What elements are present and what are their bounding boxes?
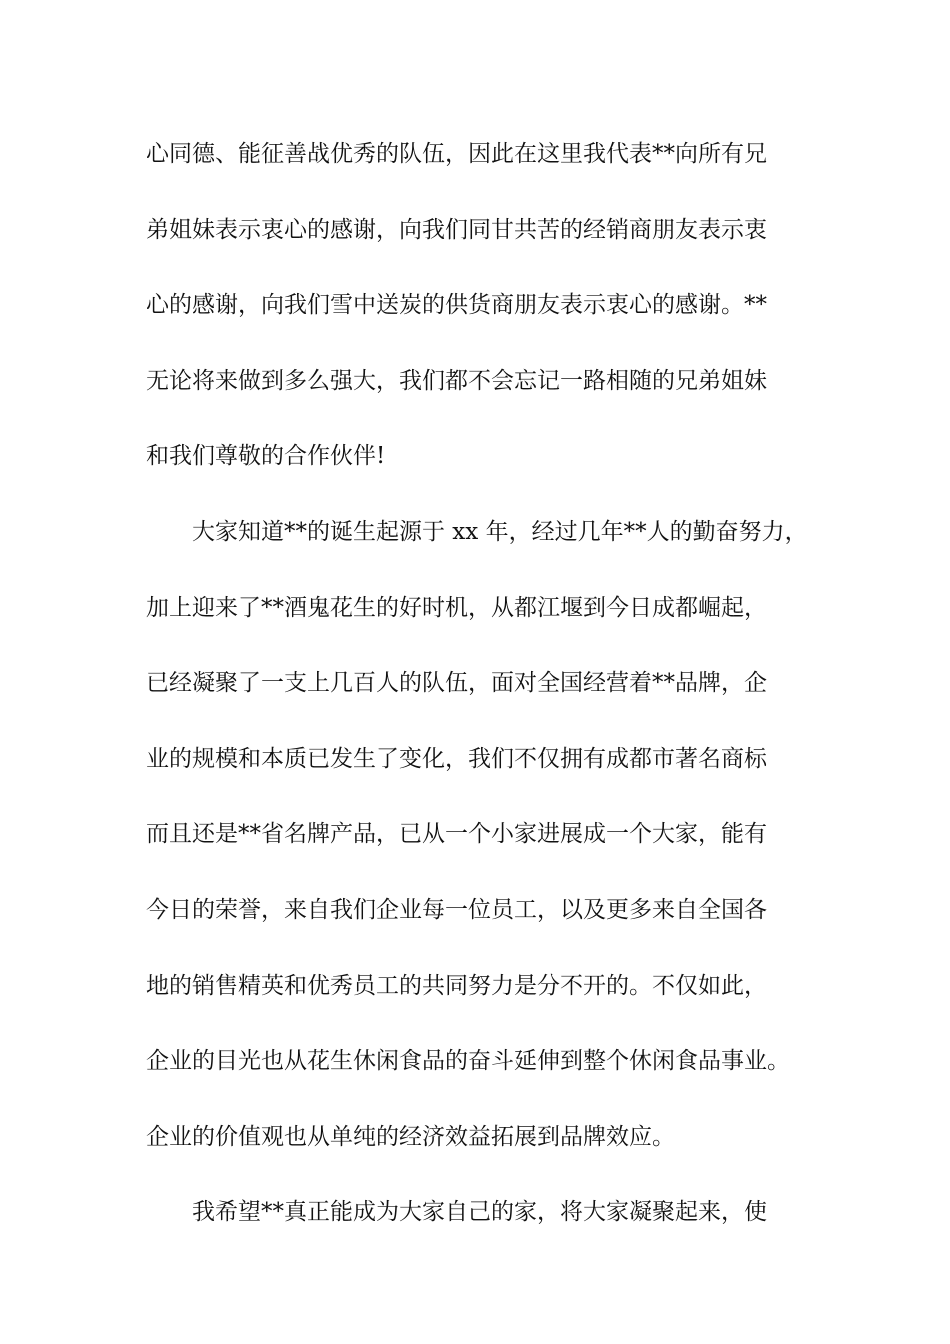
body-text	[146, 134, 836, 1268]
text-line: 和我们尊敬的合作伙伴!	[146, 443, 386, 470]
text-line: 已经凝聚了一支上几百人的队伍，面对全国经营着**品牌，企	[146, 670, 767, 697]
paragraph-start-line: 我希望**真正能成为大家自己的家，将大家凝聚起来，使	[192, 1199, 767, 1226]
text-line: 心同德、能征善战优秀的队伍，因此在这里我代表**向所有兄	[146, 141, 767, 167]
text-line: 业的规模和本质已发生了变化，我们不仅拥有成都市著名商标	[146, 745, 767, 772]
text-line: 心的感谢，向我们雪中送炭的供货商朋友表示衷心的感谢。**	[146, 292, 767, 319]
text-line: 企业的价值观也从单纯的经济效益拓展到品牌效应。	[146, 1123, 675, 1150]
text-line: 地的销售精英和优秀员工的共同努力是分不开的。不仅如此，	[146, 972, 767, 999]
text-line: 今日的荣誉，来自我们企业每一位员工，以及更多来自全国各	[146, 896, 767, 923]
text-line: 弟姐妹表示衷心的感谢，向我们同甘共苦的经销商朋友表示衷	[146, 216, 767, 243]
text-line: 无论将来做到多么强大，我们都不会忘记一路相随的兄弟姐妹	[146, 367, 767, 394]
text-line: 而且还是**省名牌产品，已从一个小家进展成一个大家，能有	[146, 821, 767, 848]
text-line: 加上迎来了**酒鬼花生的好时机，从都江堰到今日成都崛起，	[146, 594, 767, 621]
text-line: 企业的目光也从花生休闲食品的奋斗延伸到整个休闲食品事业。	[146, 1048, 790, 1075]
paragraph-start-line: 大家知道**的诞生起源于 xx 年，经过几年**人的勤奋努力，	[192, 518, 808, 545]
